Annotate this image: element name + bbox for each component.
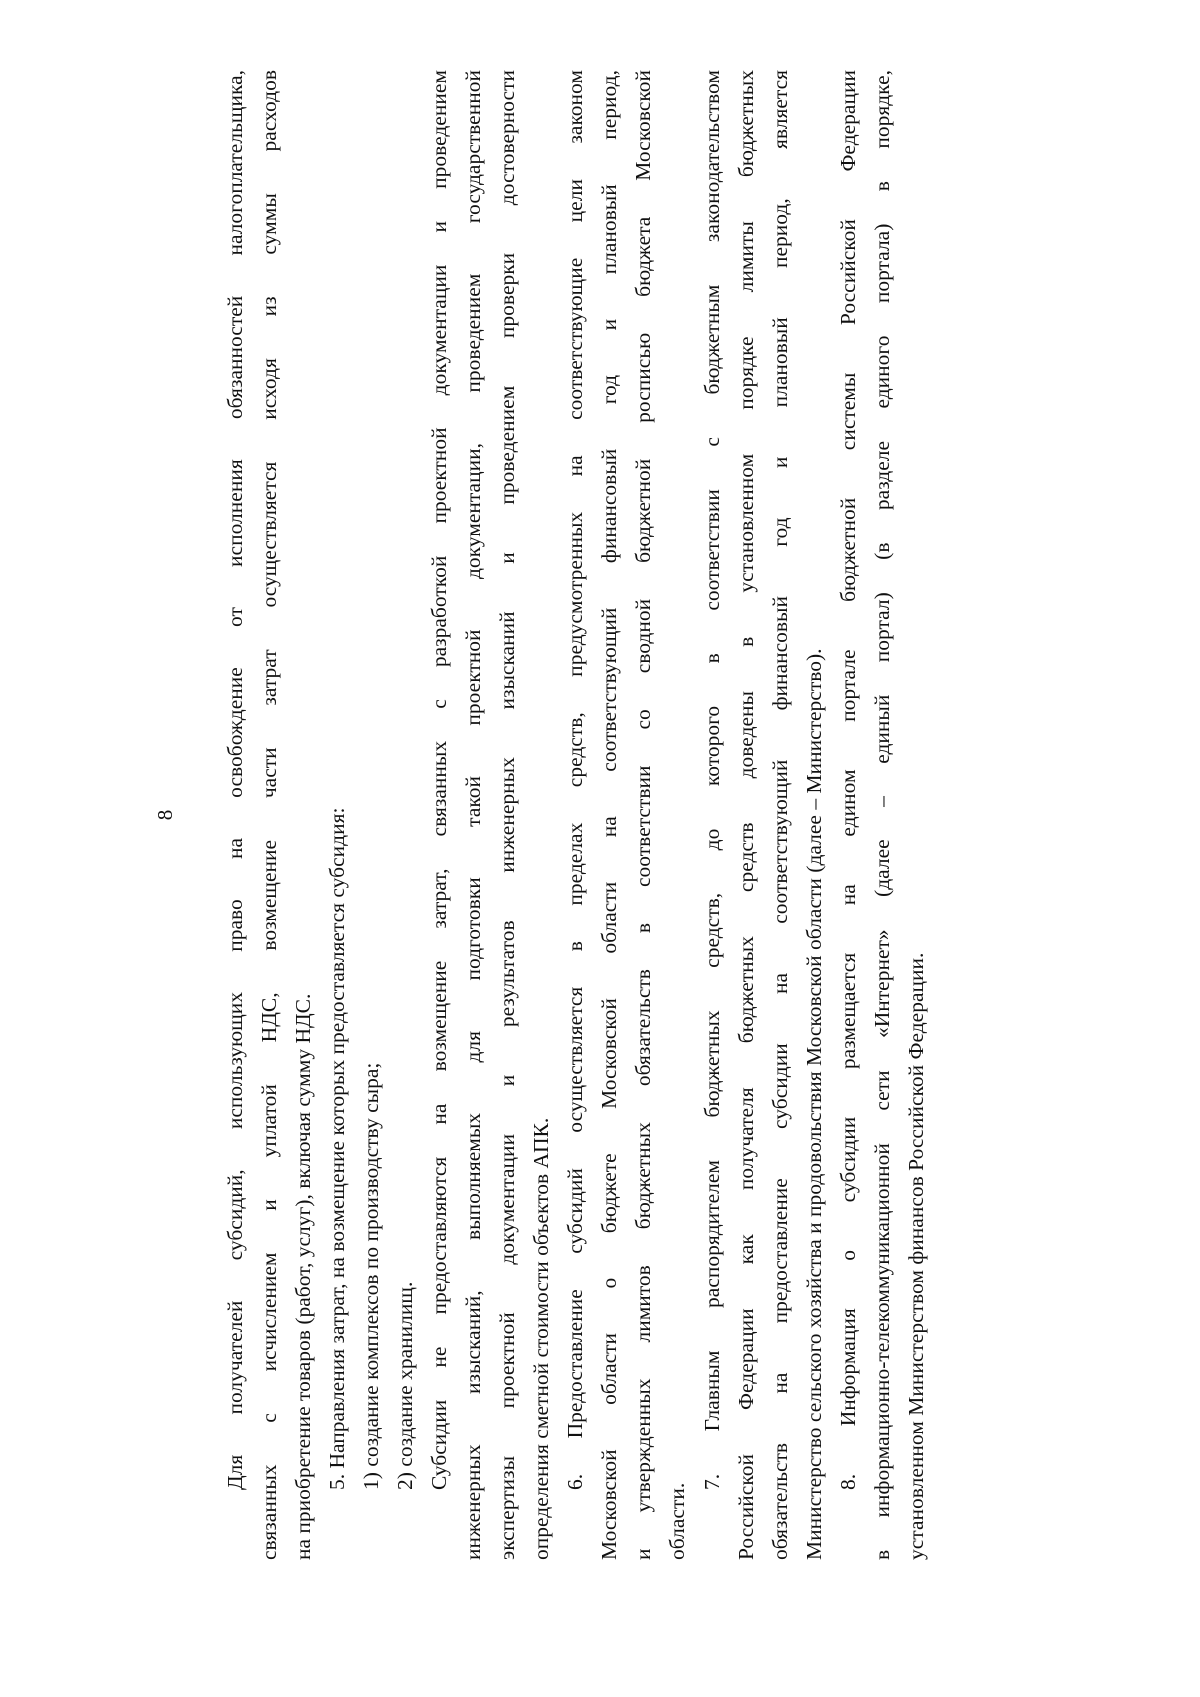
text-line: связанных с исчислением и уплатой НДС, возмещение части затрат осуществляется исходя из суммы расходов xyxy=(257,70,281,1560)
text-line: инженерных изысканий, выполняемых для подготовки такой проектной документации, проведением государственной xyxy=(461,70,485,1560)
text-line: экспертизы проектной документации и результатов инженерных изысканий и проведением проверки достоверности xyxy=(495,70,519,1560)
text-line: Для получателей субсидий, использующих право на освобождение от исполнения обязанностей налогоплательщика, xyxy=(223,70,247,1490)
text-line: определения сметной стоимости объектов АПК. xyxy=(529,1117,553,1560)
text-line: Московской области о бюджете Московской области на соответствующий финансовый год и плановый период, xyxy=(597,70,621,1560)
text-line: Российской Федерации как получателя бюджетных средств доведены в установленном порядке лимиты бюджетных xyxy=(734,70,758,1560)
text-line: 6. Предоставление субсидий осуществляется в пределах средств, предусмотренных на соответствующие цели законом xyxy=(563,70,587,1490)
text-line: и утвержденных лимитов бюджетных обязательств в соответствии со сводной бюджетной росписью бюджета Московской xyxy=(631,70,655,1560)
page-number: 8 xyxy=(153,809,177,821)
text-line: 8. Информация о субсидии размещается на едином портале бюджетной системы Российской Федерации xyxy=(836,70,860,1490)
text-line: 1) создание комплексов по производству сыра; xyxy=(359,1062,383,1490)
text-line: Министерство сельского хозяйства и продовольствия Московской области (далее – Министерство). xyxy=(802,648,826,1560)
text-line: Субсидии не предоставляются на возмещение затрат, связанных с разработкой проектной документации и проведением xyxy=(427,70,451,1490)
text-line: 5. Направления затрат, на возмещение которых предоставляется субсидия: xyxy=(325,807,349,1490)
text-line: 7. Главным распорядителем бюджетных средств, до которого в соответствии с бюджетным законодательством xyxy=(700,70,724,1490)
text-line: в информационно-телекоммуникационной сети «Интернет» (далее – единый портал) (в разделе единого портала) в порядке, xyxy=(870,70,894,1560)
text-line: обязательств на предоставление субсидии на соответствующий финансовый год и плановый период, является xyxy=(768,70,792,1560)
rotated-document-page xyxy=(150,70,970,1560)
text-line: на приобретение товаров (работ, услуг), включая сумму НДС. xyxy=(291,993,315,1560)
text-line: установленном Министерством финансов Российской Федерации. xyxy=(904,952,928,1560)
text-line: 2) создание хранилищ. xyxy=(393,1281,417,1490)
text-line: области. xyxy=(665,1482,689,1560)
